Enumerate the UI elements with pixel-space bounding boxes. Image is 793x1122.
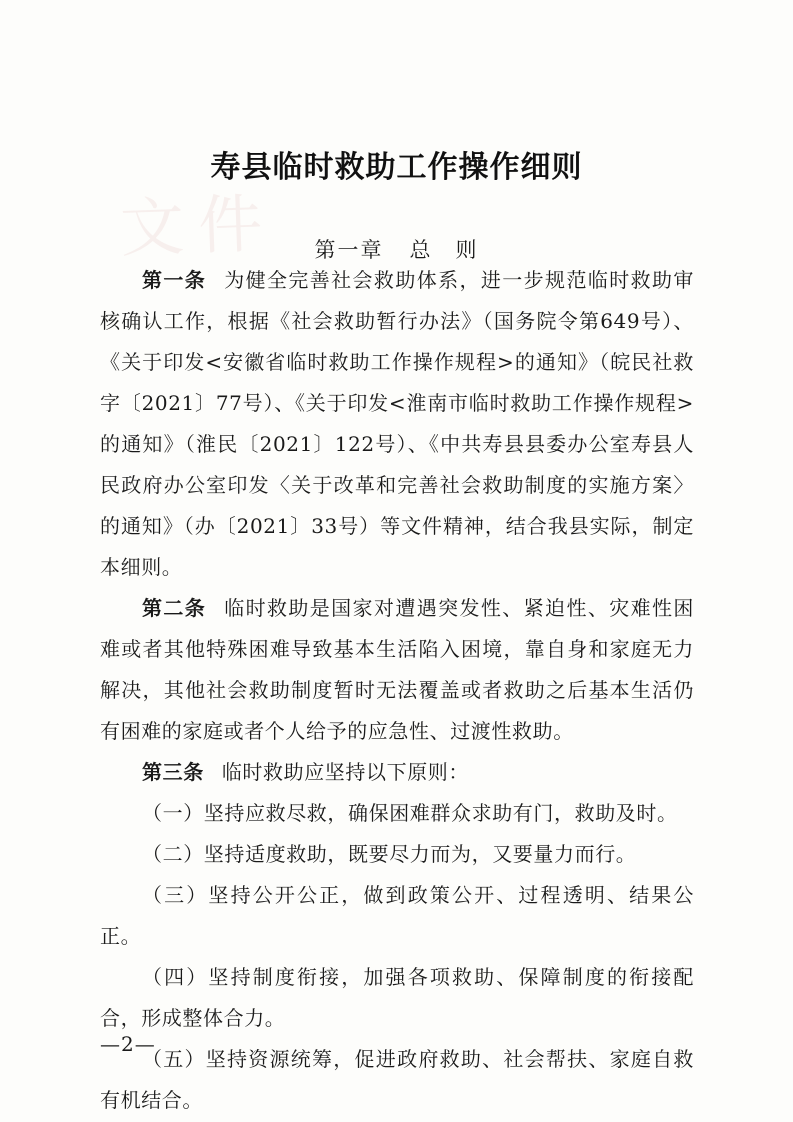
principle-item: （四）坚持制度衔接，加强各项救助、保障制度的衔接配合，形成整体合力。 xyxy=(100,965,694,1030)
chapter-name: 总 则 xyxy=(409,238,479,262)
article-1 xyxy=(100,260,694,588)
principle-item: （二）坚持适度救助，既要尽力而为，又要量力而行。 xyxy=(142,842,637,866)
principle-item: （五）坚持资源统筹，促进政府救助、社会帮扶、家庭自救有机结合。 xyxy=(100,1047,694,1112)
page-number: —2— xyxy=(100,1032,156,1056)
article-label: 第二条 xyxy=(142,596,207,620)
chapter-number: 第一章 xyxy=(314,238,384,262)
red-seal-watermark: 文件 xyxy=(118,187,278,267)
article-2 xyxy=(100,588,694,752)
article-3 xyxy=(100,752,694,793)
article-text: 为健全完善社会救助体系，进一步规范临时救助审核确认工作，根据《社会救助暂行办法》（国务院令第649号）、《关于印发<安徽省临时救助工作操作规程>的通知》（皖民社救字〔2021〕77号）、《关于印发<淮南市临时救助工作操作规程>的通知》（淮民〔2021〕122号）、《中共寿县县委办公室寿县人民政府办公室印发〈关于改革和完善社会救助制度的实施方案〉的通知》（办〔2021〕33号）等文件精神，结合我县实际，制定本细则。 xyxy=(100,268,694,579)
document-title: 寿县临时救助工作操作细则 xyxy=(210,150,583,185)
article-label: 第三条 xyxy=(142,760,204,784)
principle-item: （一）坚持应救尽救，确保困难群众求助有门，救助及时。 xyxy=(142,801,678,825)
document-body xyxy=(100,260,694,1121)
principle-item: （三）坚持公开公正，做到政策公开、过程透明、结果公正。 xyxy=(100,883,694,948)
article-text: 临时救助应坚持以下原则： xyxy=(221,760,470,784)
article-label: 第一条 xyxy=(142,268,207,292)
article-text: 临时救助是国家对遭遇突发性、紧迫性、灾难性困难或者其他特殊困难导致基本生活陷入困境，靠自身和家庭无力解决，其他社会救助制度暂时无法覆盖或者救助之后基本生活仍有困难的家庭或者个人给予的应急性、过渡性救助。 xyxy=(100,596,694,743)
